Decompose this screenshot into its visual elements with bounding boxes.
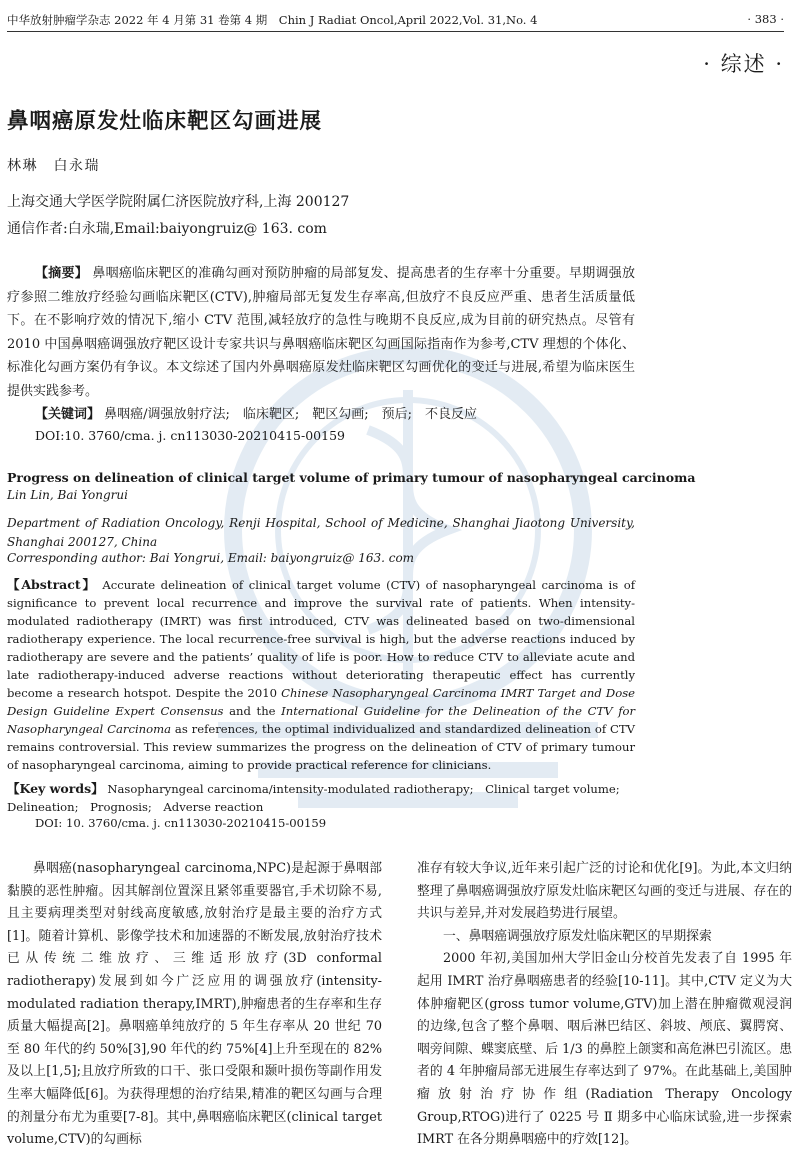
section-label: · 综述 · bbox=[703, 52, 784, 76]
doi-en: DOI: 10. 3760/cma. j. cn113030-20210415-00159 bbox=[35, 816, 327, 830]
keywords-label-en: 【Key words】 bbox=[7, 781, 104, 796]
authors-cn: 林琳 白永瑞 bbox=[7, 158, 100, 174]
article-title-cn: 鼻咽癌原发灶临床靶区勾画进展 bbox=[7, 109, 323, 134]
keywords-label-cn: 【关键词】 bbox=[35, 407, 101, 422]
body-paragraph: 鼻咽癌(nasopharyngeal carcinoma,NPC)是起源于鼻咽部黏膜的恶性肿瘤。因其解剖位置深且紧邻重要器官,手术切除不易,且主要病理类型对射线高度敏感,放射治疗是最主要的治疗方式[1]。随着计算机、影像学技术和加速器的不断发展,放射治疗技术已从传统二维放疗、三维适形放疗(3D conformal radiotherapy)发展到如今广泛应用的调强放疗(intensity-modulated radiation therapy,IMRT),肿瘤患者的生存率和生存质量大幅提高[2]。鼻咽癌单纯放疗的 5 年生存率从 20 世纪 70 至 80 年代的约 50%[3],90 年代的约 75%[4]上升至现在的 82%及以上[1,5];且放疗所致的口干、张口受限和颞叶损伤等副作用发生率大幅降低[6]。为获得理想的治疗结果,精准的靶区勾画与合理的剂量分布尤为重要[7-8]。其中,鼻咽癌临床靶区(clinical target volume,CTV)的勾画标 bbox=[7, 861, 382, 1148]
corresponding-author-en: Corresponding author: Bai Yongrui, Email: baiyongruiz@ 163. com bbox=[7, 551, 415, 565]
keywords-cn bbox=[35, 403, 477, 422]
abstract-en bbox=[7, 576, 635, 774]
authors-en: Lin Lin, Bai Yongrui bbox=[7, 488, 128, 502]
abstract-label-cn: 【摘要】 bbox=[35, 266, 88, 281]
abstract-cn bbox=[7, 262, 635, 403]
header-rule bbox=[7, 31, 784, 32]
section-heading: 一、鼻咽癌调强放疗原发灶临床靶区的早期探索 bbox=[443, 928, 712, 944]
abstract-text-mid: and the bbox=[223, 703, 282, 718]
abstract-text-en: Accurate delineation of clinical target volume (CTV) of nasopharyngeal carcinoma is of significance to prevent local recurrence and improve the survival rate of patients. When intensity-modulated radiotherapy (IMRT) was first introduced, CTV was delineated based on two-dimensional radiotherapy experience. The local recurrence-free survival is high, but the adverse reactions induced by radiotherapy are severe and the patients’ quality of life is poor. How to reduce CTV to alleviate acute and late radiotherapy-induced adverse reactions without deteriorating therapeutic effect has currently become a research hotspot. Despite the 2010 bbox=[7, 578, 636, 700]
affiliation-line: 上海交通大学医学院附属仁济医院放疗科,上海 200127 bbox=[7, 194, 350, 210]
guideline-title-1: Chinese Nasopharyngeal Carcinoma IMRT Target and Dose Design Guideline Expert Consensus bbox=[7, 685, 636, 718]
affiliation-cn bbox=[7, 189, 349, 243]
body-paragraph: 2000 年初,美国加州大学旧金山分校首先发表了自 1995 年起用 IMRT 治疗鼻咽癌患者的经验[10-11]。其中,CTV 定义为大体肿瘤靶区(gross tumor volume,GTV)加上潜在肿瘤微观浸润的边缘,包含了整个鼻咽、咽后淋巴结区、斜坡、颅底、翼腭窝、咽旁间隙、蝶窦底壁、后 1/3 的鼻腔上颌窦和高危淋巴引流区。患者的 4 年肿瘤局部无进展生存率达到了 97%。在此基础上,美国肿瘤放射治疗协作组(Radiation Therapy Oncology Group,RTOG)进行了 0225 号 Ⅱ 期多中心临床试验,进一步探索 IMRT 在各分期鼻咽癌中的疗效[12]。 bbox=[417, 951, 792, 1148]
corresponding-author-cn: 通信作者:白永瑞,Email:baiyongruiz@ 163. com bbox=[7, 221, 327, 237]
abstract-text-tail: as references, the optimal individualized and standardized delineation of CTV remains controversial. This review summarizes the progress on the delineation of CTV of primary tumour of nasopharyngeal carcinoma, aiming to provide practical reference for clinicians. bbox=[7, 721, 635, 772]
page-number: · 383 · bbox=[747, 12, 784, 26]
running-header bbox=[7, 10, 784, 32]
keywords-text-en: Nasopharyngeal carcinoma/intensity-modulated radiotherapy; Clinical target volume; Delineation; Prognosis; Adverse reaction bbox=[7, 782, 632, 814]
body-column-left bbox=[7, 858, 382, 1152]
guideline-title-2: International Guideline for the Delineation of the CTV for Nasopharyngeal Carcinoma bbox=[7, 703, 636, 736]
affiliation-en: Department of Radiation Oncology, Renji Hospital, School of Medicine, Shanghai Jiaotong University, Shanghai 200127, China bbox=[7, 516, 635, 549]
journal-citation: 中华放射肿瘤学杂志 2022 年 4 月第 31 卷第 4 期 Chin J Radiat Oncol,April 2022,Vol. 31,No. 4 bbox=[7, 13, 538, 27]
article-title-en: Progress on delineation of clinical target volume of primary tumour of nasopharyngeal carcinoma bbox=[7, 470, 696, 485]
keywords-text-cn: 鼻咽癌/调强放射疗法; 临床靶区; 靶区勾画; 预后; 不良反应 bbox=[104, 407, 478, 422]
body-paragraph: 准存有较大争议,近年来引起广泛的讨论和优化[9]。为此,本文归纳整理了鼻咽癌调强放疗原发灶临床靶区勾画的变迁与进展、存在的共识与差异,并对发展趋势进行展望。 bbox=[417, 861, 792, 922]
abstract-label-en: 【Abstract】 bbox=[7, 577, 97, 592]
doi-cn: DOI:10. 3760/cma. j. cn113030-20210415-00159 bbox=[35, 428, 345, 443]
keywords-en bbox=[7, 780, 635, 816]
body-column-right bbox=[417, 858, 792, 1152]
abstract-text-cn: 鼻咽癌临床靶区的准确勾画对预防肿瘤的局部复发、提高患者的生存率十分重要。早期调强放疗参照二维放疗经验勾画临床靶区(CTV),肿瘤局部无复发生存率高,但放疗不良反应严重、患者生活质量低下。在不影响疗效的情况下,缩小 CTV 范围,减轻放疗的急性与晚期不良反应,成为目前的研究热点。尽管有 2010 中国鼻咽癌调强放疗靶区设计专家共识与鼻咽癌临床靶区勾画国际指南作为参考,CTV 理想的个体化、标准化勾画方案仍有争议。本文综述了国内外鼻咽癌原发灶临床靶区勾画优化的变迁与进展,希望为临床医生提供实践参考。 bbox=[7, 266, 635, 399]
